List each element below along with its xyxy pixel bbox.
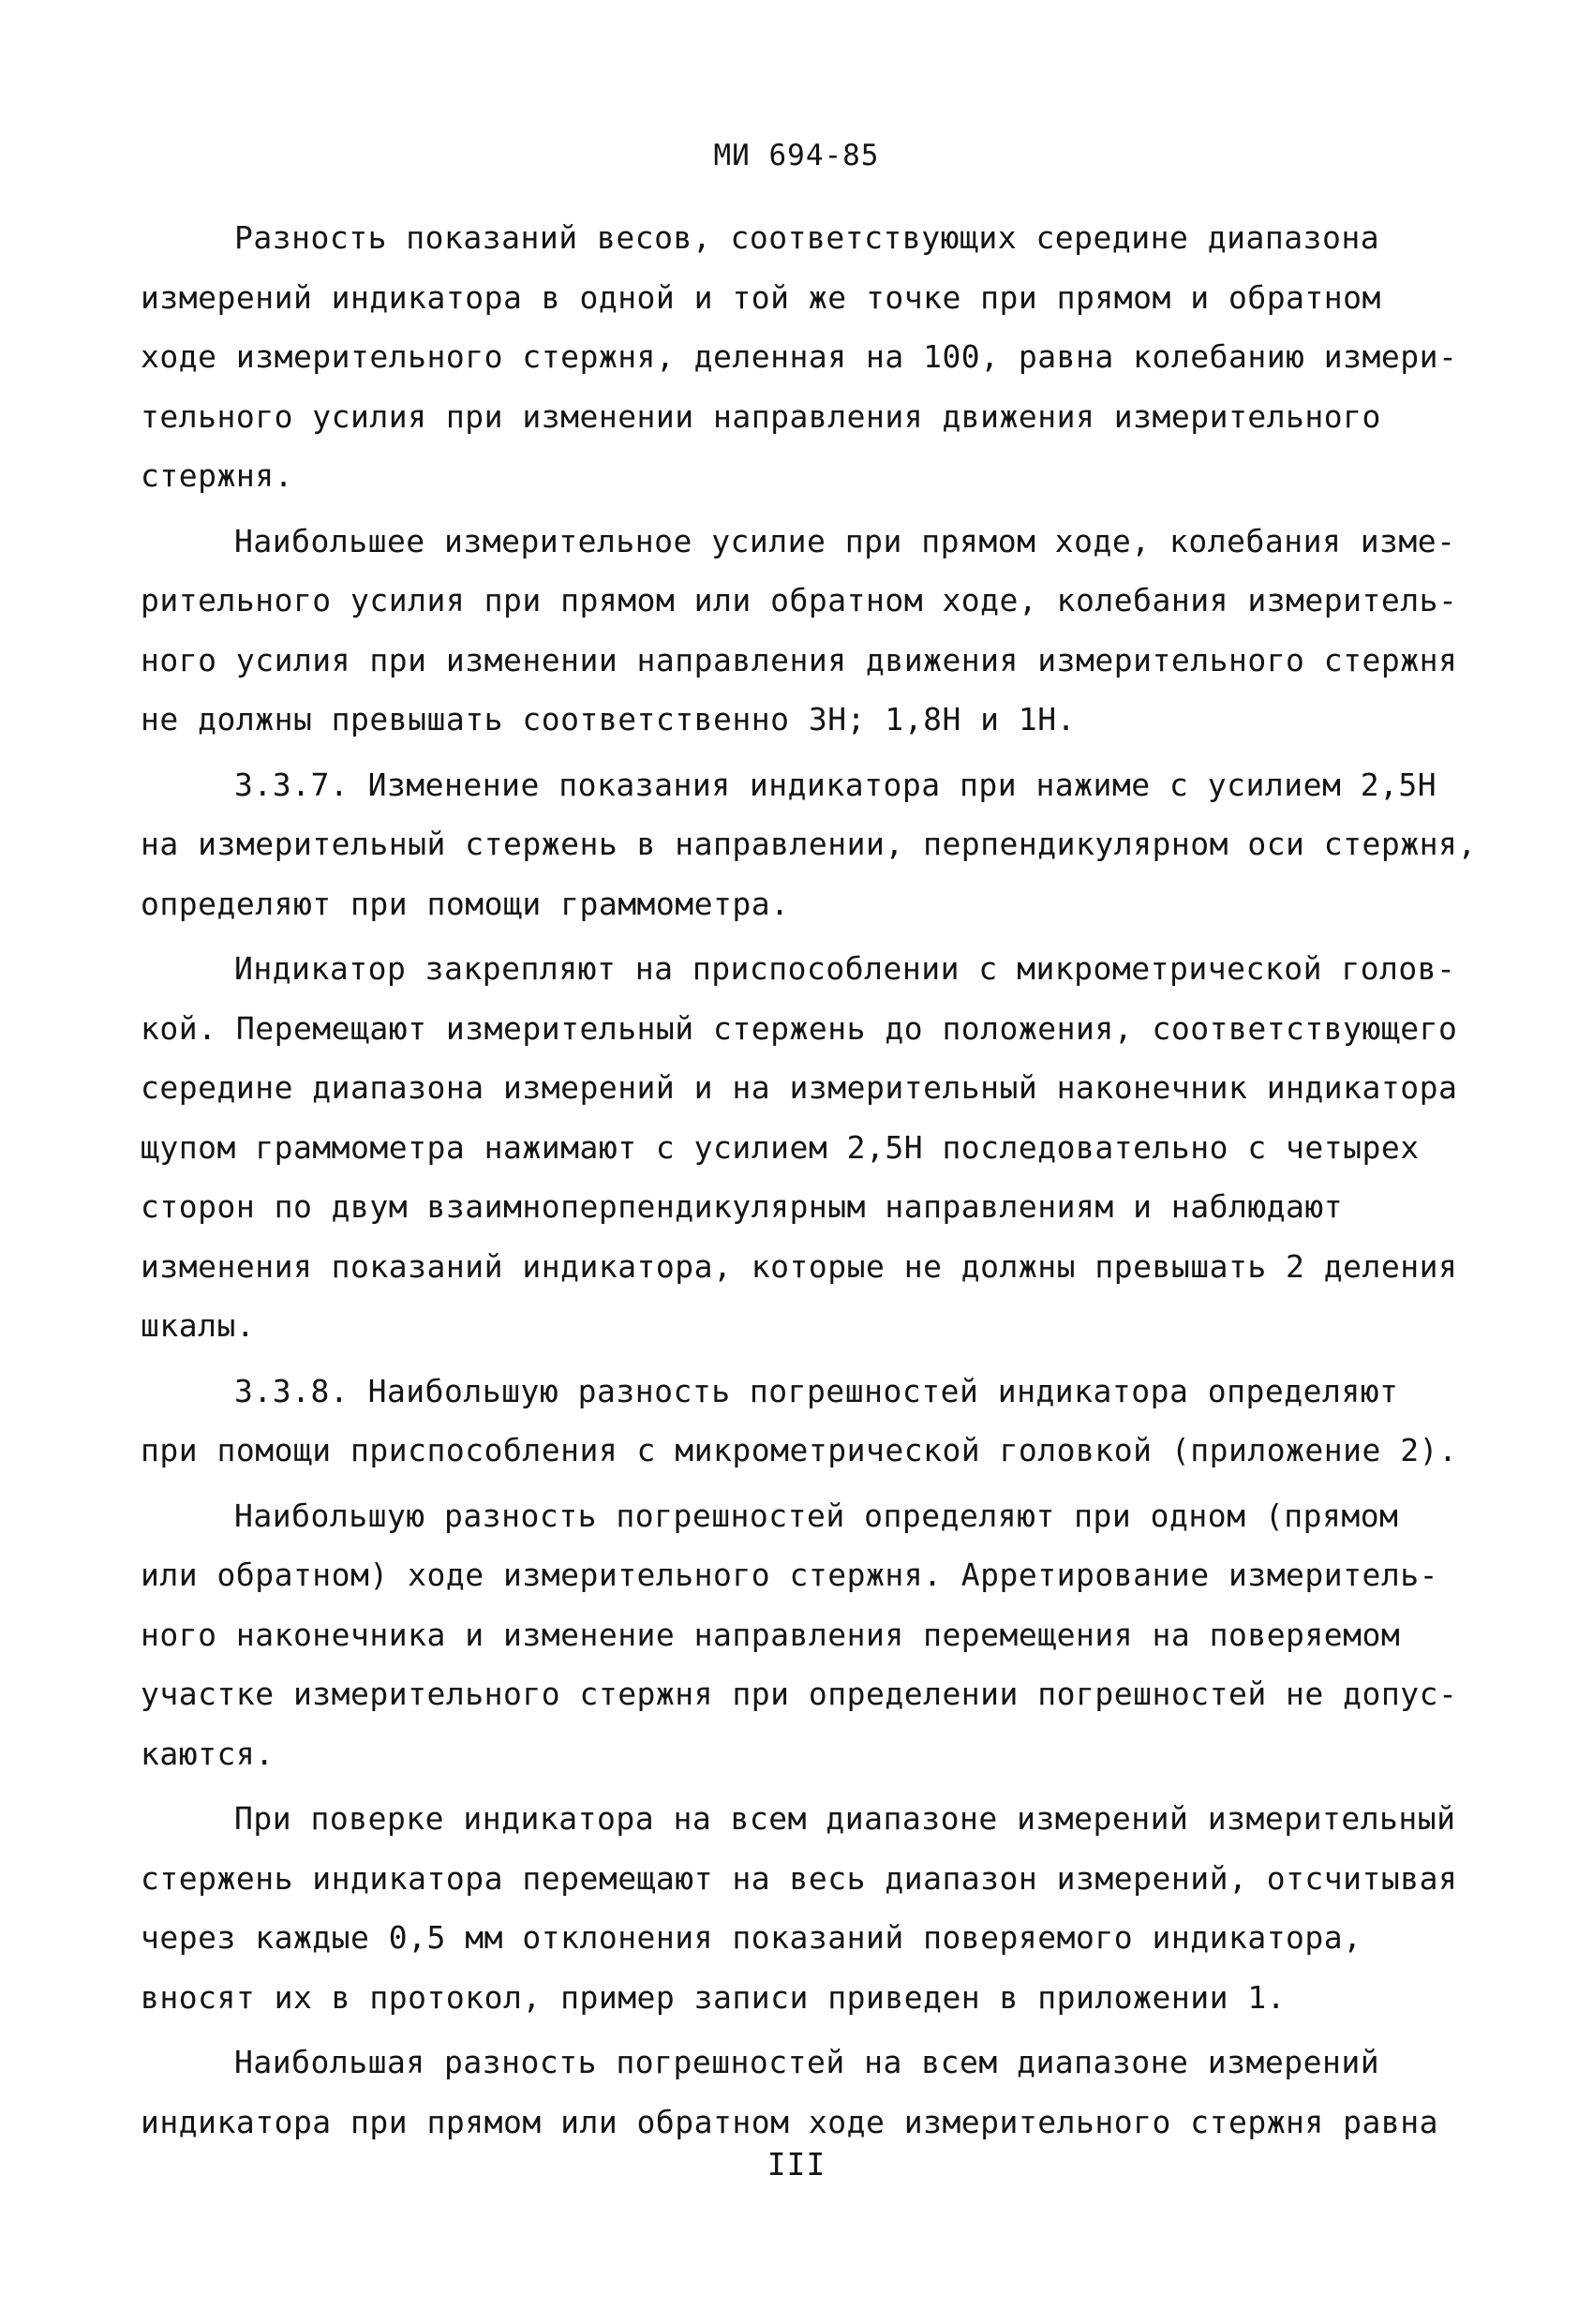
text-line [141,1664,1481,1724]
line-text: Разность показаний весов, соответствующих середине диапазона [234,219,1380,256]
text-line [141,1545,1481,1605]
page-number: III [767,2146,826,2182]
text-line [141,2093,1481,2153]
text-line [141,512,1481,572]
document-body [141,208,1481,2152]
text-line [141,1296,1481,1356]
line-text: ного усилия при изменении направления движения измерительного стержня [141,641,1458,678]
line-text: определяют при помощи граммометра. [141,885,790,922]
text-line [141,571,1481,631]
text-line [141,1849,1481,1909]
text-line [141,814,1481,874]
text-line [141,387,1481,447]
text-line [141,631,1481,691]
line-text: при помощи приспособления с микрометрической головкой (приложение 2). [141,1432,1458,1468]
text-line [141,1486,1481,1546]
text-line [141,1968,1481,2028]
text-line [141,690,1481,750]
text-line [141,1177,1481,1237]
text-line [141,1421,1481,1481]
text-line [141,755,1481,815]
paragraph [141,2033,1481,2152]
line-text: изменения показаний индикатора, которые не должны превышать 2 деления [141,1247,1458,1285]
paragraph [141,1362,1481,1481]
line-text: участке измерительного стержня при определении погрешностей не допус- [141,1676,1458,1712]
line-text: ходе измерительного стержня, деленная на 100, равна колебанию измери- [141,338,1458,375]
text-line [141,1789,1481,1849]
text-line [141,1237,1481,1297]
paragraph [141,755,1481,934]
text-line [141,1724,1481,1784]
text-line [141,874,1481,934]
paragraph [141,208,1481,506]
line-text: 3.3.8. Наибольшую разность погрешностей индикатора определяют [234,1372,1399,1409]
line-text: или обратном) ходе измерительного стержня. Арретирование измеритель- [141,1557,1439,1593]
paragraph [141,1789,1481,2027]
text-line [141,327,1481,387]
line-text: индикатора при прямом или обратном ходе измерительного стержня равна [141,2103,1439,2140]
line-text: не должны превышать соответственно 3Н; 1,8Н и 1Н. [141,701,1077,737]
line-text: вносят их в протокол, пример записи приведен в приложении 1. [141,1978,1287,2016]
line-text: щупом граммометра нажимают с усилием 2,5Н последовательно с четырех [141,1128,1420,1166]
line-text: Наибольшая разность погрешностей на всем диапазоне измерений [234,2044,1380,2080]
line-text: стержня. [141,457,293,494]
text-line [141,999,1481,1059]
text-line [141,1118,1481,1178]
line-text: ного наконечника и изменение направления перемещения на поверяемом [141,1616,1401,1653]
line-text: середине диапазона измерений и на измерительный наконечник индикатора [141,1069,1458,1106]
line-text: сторон по двум взаимноперпендикулярным направлениям и наблюдают [141,1188,1344,1225]
line-text: стержень индикатора перемещают на весь диапазон измерений, отсчитывая [141,1859,1458,1897]
line-text: кой. Перемещают измерительный стержень до положения, соответствующего [141,1009,1458,1047]
line-text: измерений индикатора в одной и той же точке при прямом и обратном [141,278,1381,316]
paragraph [141,512,1481,750]
text-line [141,208,1481,268]
text-line [141,2033,1481,2093]
line-text: Индикатор закрепляют на приспособлении с микрометрической голов- [234,950,1456,987]
page-header-doc-code: МИ 694-85 [713,139,880,172]
paragraph [141,939,1481,1356]
line-text: каются. [141,1735,275,1772]
line-text: рительного усилия при прямом или обратном ходе, колебания измеритель- [141,582,1458,618]
text-line [141,1605,1481,1665]
line-text: тельного усилия при изменении направления движения измерительного [141,397,1381,435]
line-text: Наибольшую разность погрешностей определяют при одном (прямом [234,1497,1399,1534]
line-text: шкалы. [141,1307,256,1344]
text-line [141,1058,1481,1118]
paragraph [141,1486,1481,1784]
line-text: При поверке индикатора на всем диапазоне измерений измерительный [234,1800,1456,1837]
line-text: через каждые 0,5 мм отклонения показаний поверяемого индикатора, [141,1919,1362,1956]
text-line [141,268,1481,328]
line-text: на измерительный стержень в направлении, перпендикулярном оси стержня, [141,826,1477,862]
text-line [141,939,1481,999]
text-line [141,446,1481,506]
line-text: 3.3.7. Изменение показания индикатора при нажиме с усилием 2,5Н [234,766,1437,803]
line-text: Наибольшее измерительное усилие при прямом ходе, колебания изме- [234,522,1456,559]
text-line [141,1362,1481,1422]
text-line [141,1908,1481,1968]
